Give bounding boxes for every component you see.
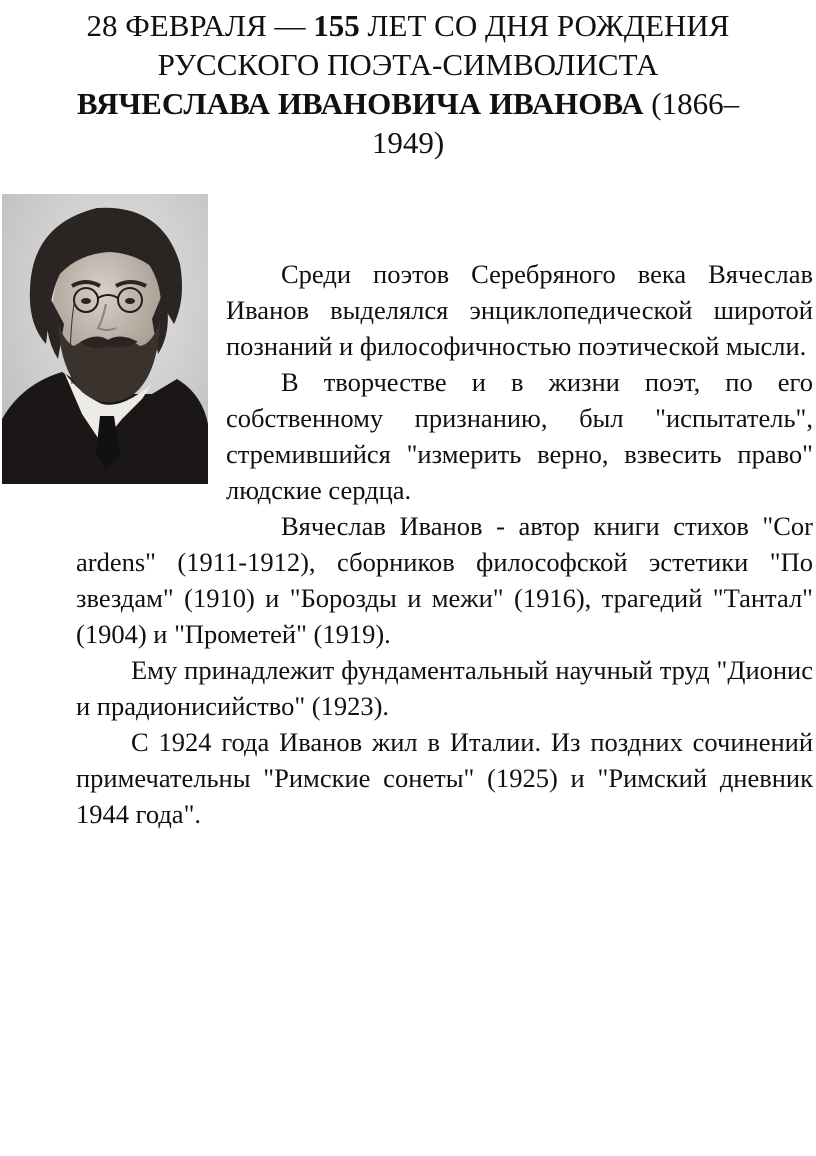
- title-anniversary-number: 155: [313, 8, 360, 43]
- page-title: [60, 6, 756, 162]
- paragraph: Вячеслав Иванов - автор книги стихов "Cor ardens" (1911-1912), сборников философской эстетики "По звездам" (1910) и "Борозды и межи" (1916), трагедий "Тантал" (1904) и "Прометей" (1919).: [76, 511, 813, 649]
- portrait-text-wrap-spacer: [76, 256, 226, 518]
- article-body: [76, 256, 813, 832]
- title-part-2: ЛЕТ СО ДНЯ РОЖДЕНИЯ РУССКОГО ПОЭТА-СИМВОЛИСТА: [157, 8, 730, 82]
- title-part-1: 28 ФЕВРАЛЯ —: [86, 8, 314, 43]
- paragraph: Среди поэтов Серебряного века Вячеслав Иванов выделялся энциклопедической широтой познаний и философичностью поэтической мысли.: [226, 259, 813, 361]
- title-years: (1866–1949): [371, 86, 740, 160]
- paragraph: В творчестве и в жизни поэт, по его собственному признанию, был "испытатель", стремившийся "измерить верно, взвесить право" людские сердца.: [226, 367, 813, 505]
- paragraph: Ему принадлежит фундаментальный научный труд "Дионис и прадионисийство" (1923).: [76, 655, 813, 721]
- title-poet-name: ВЯЧЕСЛАВА ИВАНОВИЧА ИВАНОВА: [76, 86, 644, 121]
- paragraph: С 1924 года Иванов жил в Италии. Из поздних сочинений примечательны "Римские сонеты" (1925) и "Римский дневник 1944 года".: [76, 727, 813, 829]
